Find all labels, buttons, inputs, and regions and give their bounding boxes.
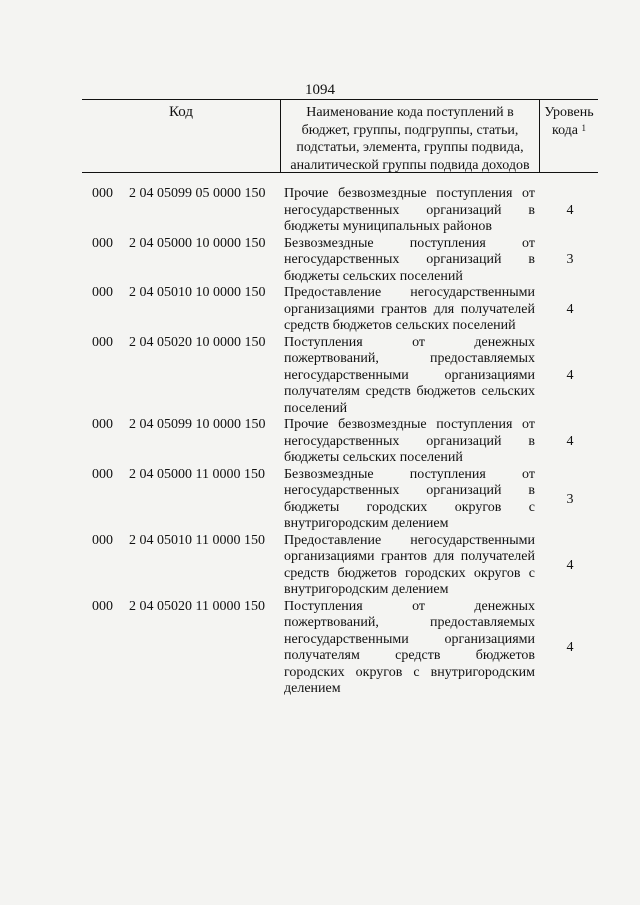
admin-code: 000 <box>92 235 113 251</box>
admin-code: 000 <box>92 532 113 548</box>
income-code: 2 04 05000 11 0000 150 <box>129 466 265 482</box>
description-line: пожертвований, предоставляемых <box>284 615 535 630</box>
admin-code: 000 <box>92 334 113 350</box>
admin-code: 000 <box>92 466 113 482</box>
footnote-marker: 1 <box>581 122 587 133</box>
description-line: Прочие безвозмездные поступления от <box>284 186 535 201</box>
description-line: негосударственными организациями <box>284 631 535 647</box>
description-line: негосударственных организаций в <box>284 252 535 267</box>
header-level-line: Уровень <box>544 105 594 120</box>
description-line: городских округов с внутригородским <box>284 664 535 680</box>
income-code: 2 04 05010 10 0000 150 <box>129 285 266 300</box>
header-name <box>282 104 538 174</box>
description-line: Прочие безвозмездные поступления от <box>284 417 535 432</box>
description-line: негосударственных организаций в <box>284 433 535 449</box>
admin-code: 000 <box>92 186 113 201</box>
description-line: получателям средств бюджетов <box>284 648 535 663</box>
description-line: Предоставление негосударственными <box>284 285 535 300</box>
income-description <box>284 186 535 236</box>
description-line: пожертвований, предоставляемых <box>284 351 535 366</box>
table-row <box>0 236 640 286</box>
income-description <box>284 236 535 286</box>
description-line: поселений <box>284 400 348 416</box>
description-line: Поступления от денежных <box>284 598 535 614</box>
income-code: 2 04 05099 10 0000 150 <box>129 417 266 432</box>
table-row <box>0 467 640 533</box>
description-line: средств бюджетов городских округов с <box>284 565 535 581</box>
header-code: Код <box>169 104 193 120</box>
code-level: 3 <box>566 252 574 268</box>
table-row <box>0 186 640 236</box>
header-level <box>540 104 598 139</box>
description-line: Безвозмездные поступления от <box>284 466 535 482</box>
header-level-line: кода $^1$ <box>551 122 587 138</box>
description-line: внутригородским делением <box>284 582 449 597</box>
description-line: бюджеты городских округов с <box>284 499 535 515</box>
code-level: 4 <box>566 367 574 383</box>
description-line: делением <box>284 681 341 696</box>
income-code: 2 04 05099 05 0000 150 <box>129 186 266 201</box>
description-line: бюджеты сельских поселений <box>284 268 463 284</box>
table-row <box>0 599 640 698</box>
admin-code: 000 <box>92 417 113 432</box>
table-body <box>0 186 640 698</box>
income-description <box>284 417 535 467</box>
header-divider <box>280 100 281 172</box>
income-description <box>284 533 535 599</box>
income-code: 2 04 05010 11 0000 150 <box>129 532 265 548</box>
code-level: 4 <box>566 202 574 218</box>
description-line: средств бюджетов сельских поселений <box>284 318 516 333</box>
table-row <box>0 285 640 335</box>
table-row <box>0 417 640 467</box>
income-code: 2 04 05000 10 0000 150 <box>129 235 266 251</box>
code-level: 4 <box>566 557 574 573</box>
admin-code: 000 <box>92 285 113 300</box>
description-line: Предоставление негосударственными <box>284 532 535 548</box>
code-level: 3 <box>566 491 574 507</box>
description-line: негосударственных организаций в <box>284 202 535 218</box>
description-line: Поступления от денежных <box>284 334 535 350</box>
code-level: 4 <box>566 301 574 317</box>
description-line: Безвозмездные поступления от <box>284 235 535 251</box>
description-line: получателям средств бюджетов сельских <box>284 384 535 399</box>
code-level: 4 <box>566 640 574 655</box>
header-name-line: бюджет, группы, подгруппы, статьи, <box>301 122 519 138</box>
income-description <box>284 285 535 335</box>
description-line: организациями грантов для получателей <box>284 549 535 564</box>
table-row <box>0 335 640 418</box>
header-name-line: аналитической группы подвида доходов <box>290 157 530 173</box>
income-description <box>284 467 535 533</box>
code-level: 4 <box>566 433 574 449</box>
page-number: 1094 <box>305 82 335 98</box>
description-line: внутригородским делением <box>284 516 449 531</box>
description-line: негосударственными организациями <box>284 367 535 383</box>
description-line: негосударственных организаций в <box>284 483 535 498</box>
income-code: 2 04 05020 11 0000 150 <box>129 598 265 614</box>
income-description <box>284 599 535 698</box>
description-line: бюджеты сельских поселений <box>284 450 463 465</box>
table-header <box>82 99 598 173</box>
description-line: бюджеты муниципальных районов <box>284 219 492 234</box>
description-line: организациями грантов для получателей <box>284 301 535 317</box>
income-description <box>284 335 535 418</box>
header-name-line: Наименование кода поступлений в <box>306 105 514 120</box>
table-row <box>0 533 640 599</box>
income-code: 2 04 05020 10 0000 150 <box>129 334 266 350</box>
admin-code: 000 <box>92 598 113 614</box>
header-name-line: подстатьи, элемента, группы подвида, <box>296 140 524 155</box>
